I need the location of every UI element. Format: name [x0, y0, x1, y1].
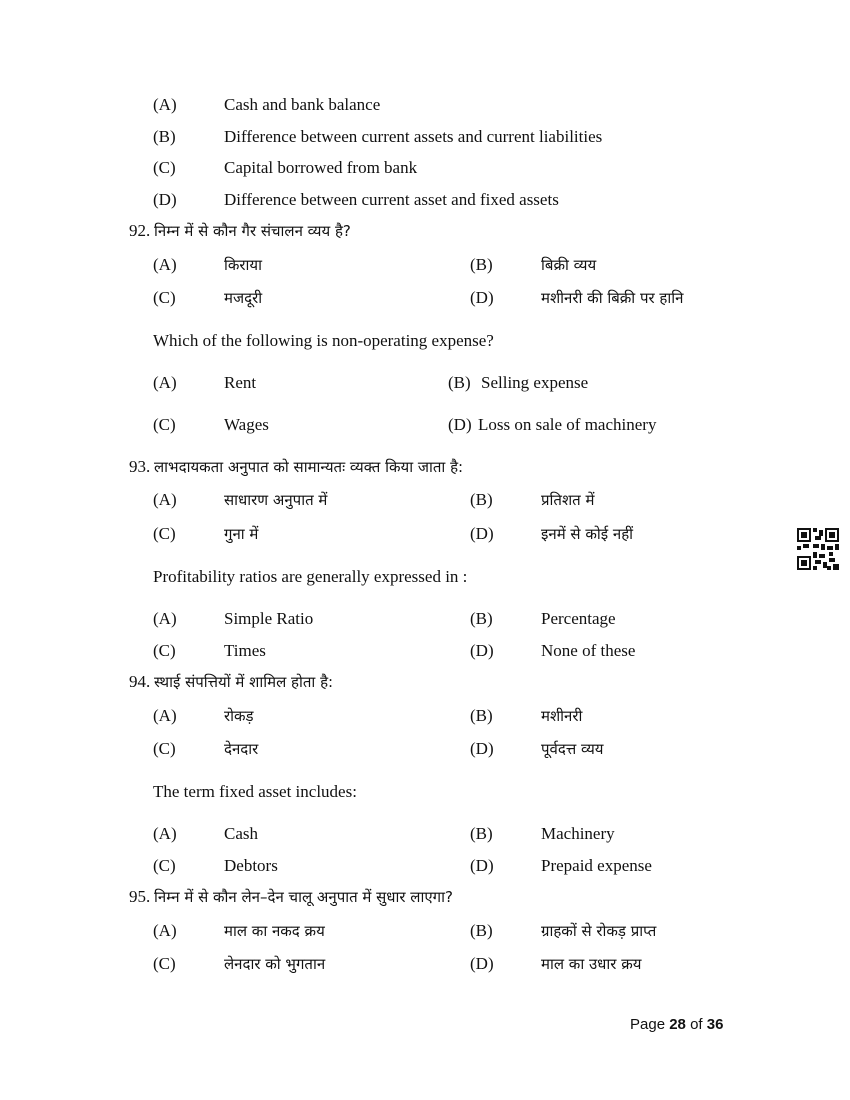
option-text: Debtors [224, 856, 278, 875]
page-of: of [690, 1016, 703, 1033]
option-text-hindi: लेनदार को भुगतान [224, 955, 326, 973]
option-text: None of these [541, 641, 636, 660]
option-letter: (B) [470, 490, 493, 509]
q91-option-d-letter: (D) [153, 190, 177, 209]
option-text-hindi: इनमें से कोई नहीं [541, 525, 634, 543]
option-letter: (C) [153, 641, 176, 660]
option-letter: (B) [470, 706, 493, 725]
option-letter: (C) [153, 856, 176, 875]
option-letter: (C) [153, 288, 176, 307]
question-text-english: Profitability ratios are generally expressed in : [153, 567, 468, 586]
option-text-hindi: मशीनरी [541, 707, 583, 725]
option-text: Percentage [541, 609, 616, 628]
option-text-hindi: साधारण अनुपात में [224, 491, 328, 509]
page-total: 36 [706, 1016, 724, 1033]
option-letter: (C) [153, 524, 176, 543]
option-text-hindi: माल का उधार क्रय [541, 955, 642, 973]
option-letter: (A) [153, 373, 177, 392]
q91-option-c-letter: (C) [153, 158, 176, 177]
q91-option-b-text: Difference between current assets and current liabilities [224, 127, 603, 146]
question-number: 93. [129, 457, 151, 476]
option-letter: (B) [470, 255, 493, 274]
q91-option-b-letter: (B) [153, 127, 176, 146]
qr-code-icon [797, 528, 839, 570]
option-letter: (A) [153, 609, 177, 628]
option-letter: (A) [153, 706, 177, 725]
q91-option-c-text: Capital borrowed from bank [224, 158, 418, 177]
option-text-hindi: मजदूरी [224, 289, 263, 307]
option-text: Times [224, 641, 266, 660]
option-letter: (B) [470, 824, 493, 843]
option-letter: (B) [470, 921, 493, 940]
option-letter: (D) [470, 856, 494, 875]
option-letter: (D) [448, 415, 472, 434]
question-text-english: The term fixed asset includes: [153, 782, 357, 801]
option-text-hindi: किराया [224, 256, 263, 274]
option-text-hindi: पूर्वदत्त व्यय [541, 740, 604, 758]
question-text-english: Which of the following is non-operating expense? [153, 331, 494, 350]
option-text-hindi: माल का नकद क्रय [224, 922, 325, 940]
page-label: Page [630, 1016, 666, 1033]
option-text: Machinery [541, 824, 615, 843]
option-letter: (A) [153, 824, 177, 843]
option-text: Wages [224, 415, 269, 434]
option-text-hindi: बिक्री व्यय [541, 256, 597, 274]
option-letter: (D) [470, 524, 494, 543]
option-text-hindi: गुना में [224, 525, 259, 543]
option-letter: (C) [153, 739, 176, 758]
option-letter: (D) [470, 288, 494, 307]
option-text: Rent [224, 373, 257, 392]
q91-option-d-text: Difference between current asset and fixed assets [224, 190, 559, 209]
question-text-hindi: निम्न में से कौन गैर संचालन व्यय है? [154, 222, 351, 240]
option-text-hindi: प्रतिशत में [541, 491, 595, 509]
option-letter: (D) [470, 954, 494, 973]
option-text: Loss on sale of machinery [478, 415, 657, 434]
option-letter: (C) [153, 415, 176, 434]
option-letter: (B) [448, 373, 471, 392]
question-text-hindi: स्थाई संपत्तियों में शामिल होता है: [154, 673, 334, 691]
question-text-hindi: निम्न में से कौन लेन–देन चालू अनुपात में सुधार लाएगा? [154, 888, 453, 906]
option-letter: (C) [153, 954, 176, 973]
page-current: 28 [669, 1016, 686, 1033]
option-text-hindi: ग्राहकों से रोकड़ प्राप्त [541, 922, 657, 940]
option-text: Cash [224, 824, 258, 843]
question-text-hindi: लाभदायकता अनुपात को सामान्यतः व्यक्त किया जाता है: [154, 458, 464, 476]
page-footer [630, 1016, 723, 1033]
option-letter: (D) [470, 641, 494, 660]
option-text: Selling expense [481, 373, 589, 392]
option-text-hindi: रोकड़ [224, 707, 254, 725]
question-number: 95. [129, 887, 151, 906]
question-number: 94. [129, 672, 151, 691]
option-letter: (B) [470, 609, 493, 628]
option-text-hindi: देनदार [224, 740, 259, 758]
option-text: Prepaid expense [541, 856, 652, 875]
q91-option-a-letter: (A) [153, 95, 177, 114]
option-letter: (A) [153, 921, 177, 940]
q91-option-a-text: Cash and bank balance [224, 95, 381, 114]
option-letter: (A) [153, 490, 177, 509]
option-letter: (D) [470, 739, 494, 758]
option-letter: (A) [153, 255, 177, 274]
option-text: Simple Ratio [224, 609, 314, 628]
question-number: 92. [129, 221, 151, 240]
option-text-hindi: मशीनरी की बिक्री पर हानि [541, 289, 684, 307]
